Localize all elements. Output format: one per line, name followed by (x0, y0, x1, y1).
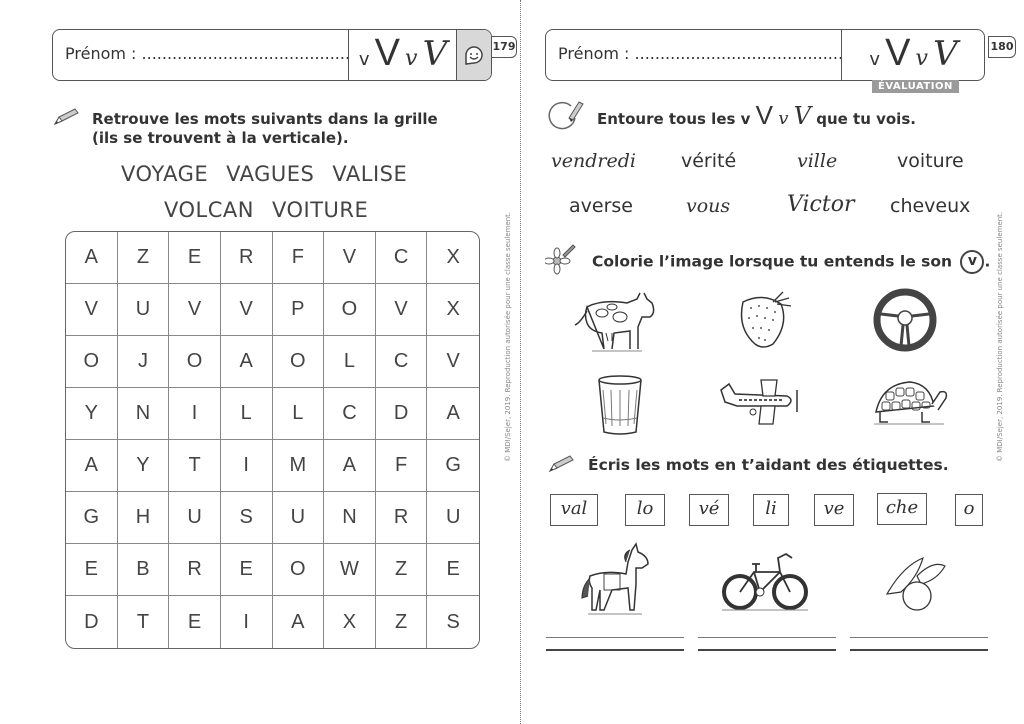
grid-cell[interactable]: S (221, 492, 273, 544)
grid-cell[interactable]: V (221, 284, 273, 336)
syllable-label[interactable]: vé (689, 494, 729, 526)
grid-cell[interactable]: C (376, 336, 428, 388)
self-eval-cell (456, 30, 491, 80)
word-item: VAGUES (226, 162, 315, 186)
steering-wheel-image[interactable] (873, 288, 937, 352)
grid-cell[interactable]: V (324, 232, 376, 284)
word-item: VALISE (332, 162, 408, 186)
grid-cell[interactable]: V (66, 284, 118, 336)
grid-cell[interactable]: Z (118, 232, 170, 284)
grid-cell[interactable]: Z (376, 544, 428, 596)
grid-cell[interactable]: N (324, 492, 376, 544)
horse-image[interactable] (576, 540, 656, 624)
grid-cell[interactable]: L (273, 388, 325, 440)
page-fold-divider (520, 0, 521, 724)
word-list-row-2 (155, 198, 377, 222)
instruction-line-2: (ils se trouvent à la verticale). (92, 129, 349, 147)
grid-cell[interactable]: R (376, 492, 428, 544)
grid-cell[interactable]: E (427, 544, 479, 596)
grid-cell[interactable]: A (324, 440, 376, 492)
circle-pencil-icon (545, 100, 585, 132)
word-cursive[interactable]: vendredi (551, 150, 636, 172)
syllable-label[interactable]: o (955, 494, 983, 526)
grid-cell[interactable]: A (221, 336, 273, 388)
airplane-image[interactable] (717, 376, 803, 432)
smiley-icon (463, 44, 485, 66)
word-print[interactable]: cheveux (890, 195, 971, 217)
letter-v-cursive: v (405, 46, 418, 71)
word-print[interactable]: vérité (681, 150, 737, 172)
grid-cell[interactable]: J (118, 336, 170, 388)
grid-cell[interactable]: M (273, 440, 325, 492)
grid-cell[interactable]: R (169, 544, 221, 596)
word-cursive[interactable]: vous (686, 195, 731, 217)
turtle-image[interactable] (870, 378, 950, 428)
writing-line[interactable] (850, 637, 988, 638)
grid-cell[interactable]: V (427, 336, 479, 388)
grid-cell[interactable]: A (427, 388, 479, 440)
grid-cell[interactable]: E (169, 596, 221, 648)
grid-cell[interactable]: U (427, 492, 479, 544)
writing-line[interactable] (698, 637, 836, 638)
grid-cell[interactable]: O (324, 284, 376, 336)
instruction-write: Écris les mots en t’aidant des étiquettes. (588, 456, 949, 474)
letter-v-cursive: v (778, 108, 789, 129)
writing-line[interactable] (546, 637, 684, 638)
grid-cell[interactable]: E (66, 544, 118, 596)
instruction-circle (597, 100, 916, 130)
grid-cell[interactable]: F (273, 232, 325, 284)
grid-cell[interactable]: I (169, 388, 221, 440)
word-cursive[interactable]: ville (797, 150, 838, 172)
instruction-text: Entoure tous les v (597, 110, 751, 128)
grid-cell[interactable]: F (376, 440, 428, 492)
grid-cell[interactable]: N (118, 388, 170, 440)
grid-cell[interactable]: T (169, 440, 221, 492)
word-item: VOLCAN (164, 198, 254, 222)
syllable-label[interactable]: lo (625, 494, 665, 526)
writing-line[interactable] (850, 649, 988, 651)
syllable-label[interactable]: ve (814, 494, 854, 526)
grid-cell[interactable]: R (221, 232, 273, 284)
grid-cell[interactable]: S (446, 610, 460, 633)
grid-cell[interactable]: D (376, 388, 428, 440)
syllable-label[interactable]: che (877, 493, 927, 525)
instruction-end: . (984, 252, 991, 271)
grid-cell[interactable]: U (169, 492, 221, 544)
grid-cell[interactable]: C (324, 388, 376, 440)
copyright-notice: © MDI/Sejer, 2019. Reproduction autorisée pour une classe seulement. (996, 211, 1004, 462)
grid-cell[interactable]: G (66, 492, 118, 544)
prenom-field[interactable]: Prénom : ......................................... (558, 44, 844, 63)
grid-cell[interactable]: O (66, 336, 118, 388)
prenom-field[interactable]: Prénom : ......................................... (65, 44, 351, 63)
evaluation-badge: ÉVALUATION (872, 80, 959, 93)
grid-cell[interactable]: W (324, 544, 376, 596)
instruction-wordsearch (92, 110, 438, 148)
grid-cell[interactable]: O (169, 336, 221, 388)
writing-line[interactable] (698, 649, 836, 651)
grid-cell[interactable]: G (427, 440, 479, 492)
bicycle-image[interactable] (720, 550, 810, 614)
letter-v-cursive-capital: V (793, 102, 811, 130)
grid-cell[interactable]: A (66, 440, 118, 492)
page-number: 179 (491, 36, 517, 58)
letter-v-capital: V (755, 100, 773, 130)
letter-v-capital: V (374, 32, 400, 74)
word-item: VOITURE (271, 198, 369, 222)
letter-v-small: v (358, 49, 370, 70)
letter-forms (842, 32, 985, 75)
olive-image[interactable] (883, 556, 953, 616)
instruction-color (592, 250, 990, 274)
letter-v-cursive: v (915, 46, 928, 71)
letters-cell (841, 30, 985, 80)
word-item: VOYAGE (121, 162, 209, 186)
grid-cell[interactable]: V (169, 284, 221, 336)
pencil-icon (548, 455, 574, 473)
grid-cell[interactable]: P (273, 284, 325, 336)
word-cursive[interactable]: Victor (787, 192, 855, 217)
grid-cell[interactable]: O (273, 336, 325, 388)
sound-bubble: v (960, 250, 984, 274)
word-print[interactable]: voiture (897, 150, 964, 172)
grid-cell[interactable]: B (118, 544, 170, 596)
grid-cell[interactable]: X (427, 284, 479, 336)
grid-cell[interactable]: V (376, 284, 428, 336)
grid-cell[interactable]: Y (66, 388, 118, 440)
pencil-icon (53, 108, 79, 126)
grid-cell[interactable]: E (221, 544, 273, 596)
grid-cell[interactable]: I (221, 596, 273, 648)
grid-cell[interactable]: U (118, 284, 170, 336)
grid-cell[interactable]: H (118, 492, 170, 544)
instruction-line-1: Retrouve les mots suivants dans la grille (92, 110, 438, 128)
instruction-text: que tu vois. (816, 110, 916, 128)
letter-v-cursive-capital: V (933, 34, 958, 74)
word-print[interactable]: averse (569, 195, 633, 217)
word-list-row-1 (112, 162, 416, 186)
letter-v-small: v (869, 49, 880, 70)
grid-cell[interactable]: L (221, 388, 273, 440)
grid-cell[interactable]: Y (118, 440, 170, 492)
grid-cell[interactable]: A (273, 596, 325, 648)
grid-cell[interactable]: C (376, 232, 428, 284)
syllable-label[interactable]: li (753, 494, 789, 526)
grid-cell[interactable]: Z (376, 596, 428, 648)
cow-image[interactable] (572, 287, 662, 357)
strawberry-image[interactable] (733, 288, 793, 352)
letters-cell (348, 30, 457, 80)
grid-cell[interactable]: T (118, 596, 170, 648)
grid-cell[interactable]: X (324, 596, 376, 648)
grid-cell[interactable]: L (324, 336, 376, 388)
right-header-box (545, 29, 985, 81)
grid-cell[interactable]: I (221, 440, 273, 492)
grid-cell[interactable]: X (427, 232, 479, 284)
grid-cell[interactable]: A (66, 232, 118, 284)
grid-cell[interactable]: E (169, 232, 221, 284)
letter-forms (349, 32, 457, 75)
copyright-notice: © MDI/Sejer, 2019. Reproduction autorisée pour une classe seulement. (504, 211, 512, 462)
glass-image[interactable] (595, 374, 645, 438)
grid-cell[interactable]: U (273, 492, 325, 544)
letter-v-capital: V (885, 32, 911, 74)
writing-line[interactable] (546, 649, 684, 651)
grid-cell[interactable]: D (66, 596, 118, 648)
left-header-box (52, 29, 492, 81)
syllable-label[interactable]: val (550, 494, 598, 526)
letter-v-cursive-capital: V (422, 34, 448, 74)
word-search-grid (65, 231, 480, 649)
page-number: 180 (988, 36, 1016, 58)
grid-cell[interactable]: O (273, 544, 325, 596)
instruction-text: Colorie l’image lorsque tu entends le son (592, 252, 953, 271)
flower-brush-icon (545, 243, 577, 275)
